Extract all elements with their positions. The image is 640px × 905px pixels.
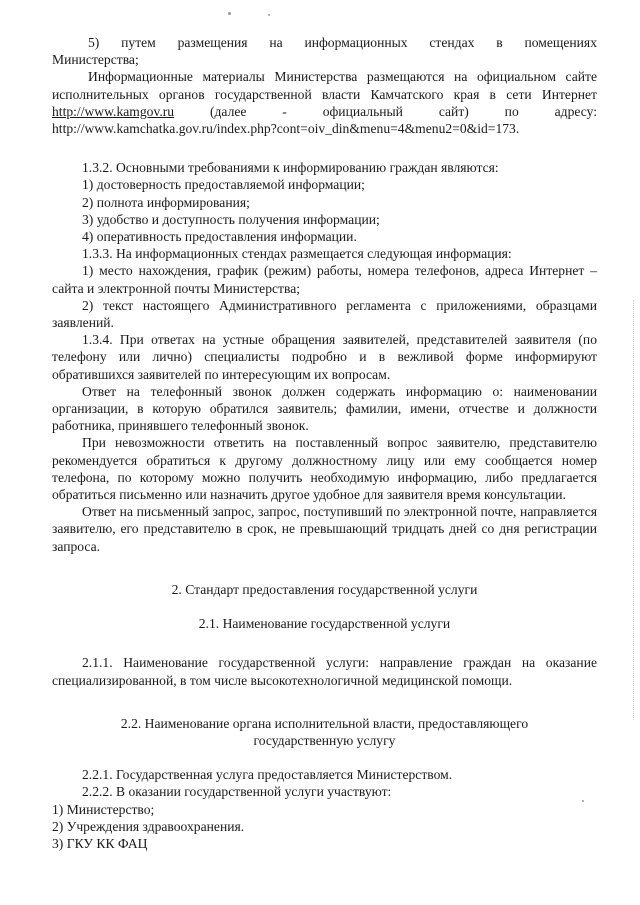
phone-answer-paragraph: Ответ на телефонный звонок должен содержать информацию о: наименовании организации, в которую обратился заявитель; фамилии, имени, отчестве и должности работника, принявшего телефонный звонок. [52, 383, 597, 434]
section-2-2-1: 2.2.1. Государственная услуга предоставляется Министерством. [82, 767, 453, 783]
requirement-item: 3) удобство и доступность получения информации; [82, 211, 380, 227]
section-2-heading: 2. Стандарт предоставления государственной услуги [171, 581, 478, 597]
participant-item: 3) ГКУ КК ФАЦ [52, 835, 148, 851]
item-5-line: 5) путем размещения на информационных стендах в помещениях [88, 35, 597, 50]
participant-item: 2) Учреждения здравоохранения. [52, 818, 245, 834]
scan-speck [268, 14, 270, 16]
requirement-item: 2) полнота информирования; [82, 194, 250, 210]
stand-item-2: 2) текст настоящего Административного регламента с приложениями, образцами заявлений. [52, 297, 597, 331]
impossible-answer-paragraph: При невозможности ответить на поставленный вопрос заявителю, представителю рекомендуется обратиться к другому должностному лицу или ему сообщается номер телефона, по которому можно получить необходимую информацию, либо предлагается обратиться письменно или назначить другое удобное для заявителя время консультации. [52, 435, 597, 503]
section-1-3-4: 1.3.4. При ответах на устные обращения заявителей, представителей заявителя (по телефону или лично) специалисты подробно и в вежливой форме информируют обратившихся заявителей по интересующим их вопросам. [52, 332, 597, 382]
section-2-2-heading-line1: 2.2. Наименование органа исполнительной власти, предоставляющего [120, 715, 529, 731]
section-1-3-3: 1.3.3. На информационных стендах размещается следующая информация: [82, 246, 512, 262]
stand-item-1: 1) место нахождения, график (режим) работы, номера телефонов, адреса Интернет – сайта и электронной почты Министерства; [52, 263, 597, 296]
scan-speck [582, 800, 584, 802]
section-2-2-heading-line2: государственную услугу [253, 732, 396, 748]
section-2-1-1: 2.1.1. Наименование государственной услуги: направление граждан на оказание специализированной, в том числе высокотехнологичной медицинской помощи. [52, 655, 597, 688]
section-2-2-2: 2.2.2. В оказании государственной услуги участвуют: [82, 784, 392, 800]
item-5-cont: Министерства; [52, 52, 139, 68]
section-2-1-heading: 2.1. Наименование государственной услуги [198, 616, 451, 632]
info-materials-paragraph: Информационные материалы Министерства размещаются на официальном сайте исполнительных органов государственной власти Камчатского края в сети Интернет http://www.kamgov.ru (далее - официальный сайт) по адресу: http://www.kamchatka.gov.ru/index.php?cont=oiv_din&menu=4&menu2=0&id=173. [52, 69, 597, 137]
kamchatka-url: http://www.kamchatka.gov.ru/index.php?cont=oiv_din&menu=4&menu2=0&id=173. [52, 121, 520, 137]
written-answer-paragraph: Ответ на письменный запрос, запрос, поступивший по электронной почте, направляется заявителю, его представителю в срок, не превышающий тридцать дней со дня регистрации запроса. [52, 504, 597, 554]
requirement-item: 4) оперативность предоставления информации. [82, 229, 357, 245]
kamgov-link[interactable]: http://www.kamgov.ru [52, 103, 175, 119]
scan-edge-marks [631, 300, 634, 720]
participant-item: 1) Министерство; [52, 801, 155, 817]
section-1-3-2: 1.3.2. Основными требованиями к информированию граждан являются: [82, 160, 499, 176]
requirement-item: 1) достоверность предоставляемой информации; [82, 177, 365, 193]
scan-speck [228, 12, 231, 15]
document-page [52, 34, 597, 852]
